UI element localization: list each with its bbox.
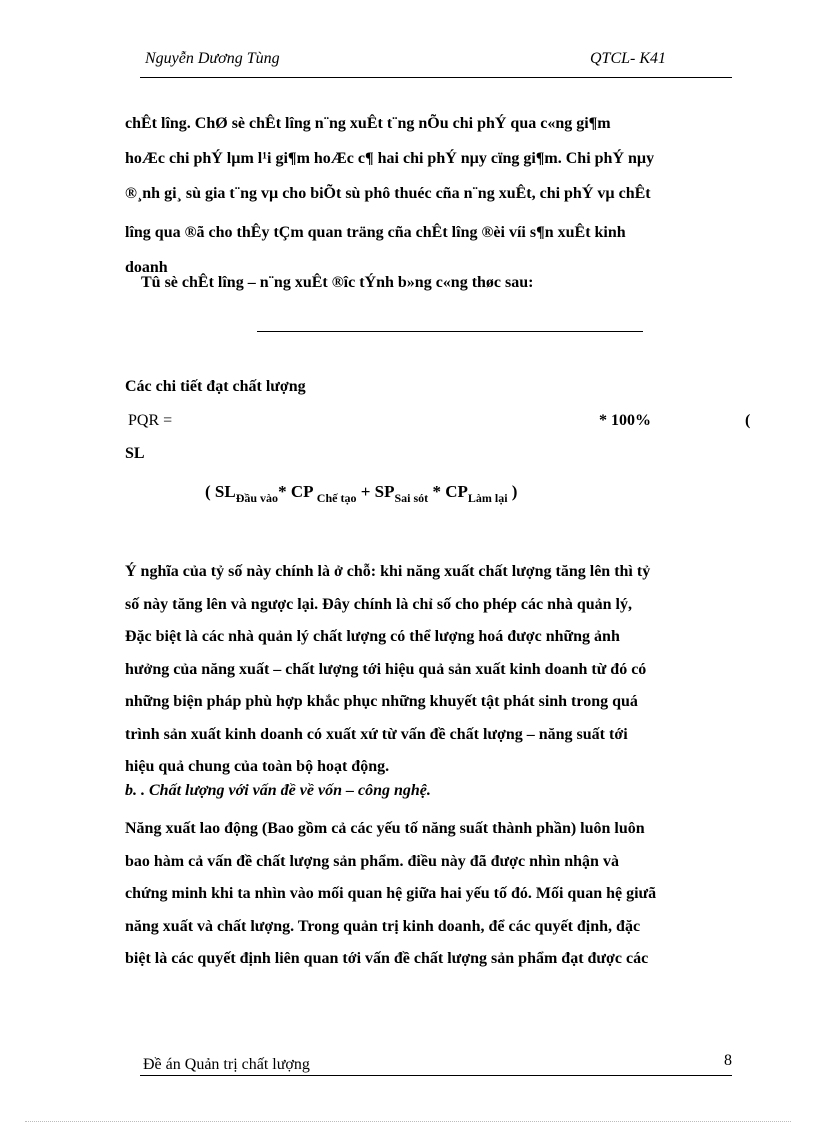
header-rule xyxy=(140,77,732,78)
denominator-sp: + SP xyxy=(356,482,395,501)
denominator-open: ( SL xyxy=(205,482,236,501)
denominator-cp: * CP xyxy=(278,482,317,501)
text-line: những biện pháp phù hợp khắc phục những khuyết tật phát sinh trong quá xyxy=(125,693,638,710)
header-class-code: QTCL- K41 xyxy=(590,50,667,67)
text-line: lîng qua ®ã cho thÊy tÇm quan träng cña chÊt lîng ®èi víi s¶n xuÊt kinh xyxy=(125,224,626,241)
page-boundary xyxy=(25,1121,791,1122)
denominator-cp2: * CP xyxy=(428,482,468,501)
subscript-dau-vao: Đầu vào xyxy=(235,491,279,505)
header-author: Nguyễn Dương Tùng xyxy=(145,50,280,67)
text-line: biệt là các quyết định liên quan tới vấn đề chất lượng sản phẩm đạt được các xyxy=(125,950,649,967)
text-line: số này tăng lên và ngược lại. Đây chính là chỉ số cho phép các nhà quản lý, xyxy=(125,595,632,613)
text-line: năng xuất và chất lượng. Trong quản trị kinh doanh, để các quyết định, đặc xyxy=(125,917,641,935)
text-line: Năng xuất lao động (Bao gồm cả các yếu tố năng suất thành phần) luôn luôn xyxy=(125,820,645,837)
text-line: hưởng của năng xuất – chất lượng tới hiệu quả sản xuất kinh doanh từ đó có xyxy=(125,660,647,678)
formula-open-paren: ( xyxy=(745,412,751,429)
text-line: hoÆc chi phÝ lµm l¹i gi¶m hoÆc c¶ hai chi phÝ nµy cïng gi¶m. Chi phÝ nµy xyxy=(125,150,655,167)
subscript-che-tao: Chế tạo xyxy=(316,491,357,505)
text-line: hiệu quả chung của toàn bộ hoạt động. xyxy=(125,758,390,775)
text-line: ®¸nh gi¸ sù gia t¨ng vµ cho biÕt sù phô thuéc cña n¨ng xuÊt, chi phÝ vµ chÊt xyxy=(125,185,651,202)
formula-sl: SL xyxy=(125,445,145,462)
page-number: 8 xyxy=(724,1052,732,1069)
formula-numerator: Các chi tiết đạt chất lượng xyxy=(125,378,306,395)
text-line: Ý nghĩa của tỷ số này chính là ở chỗ: khi năng xuất chất lượng tăng lên thì tỷ xyxy=(125,563,651,580)
paragraph-productivity xyxy=(125,813,765,976)
paragraph-meaning xyxy=(125,556,765,784)
text-line: chÊt lîng. ChØ sè chÊt lîng n¨ng xuÊt t¨ng nÕu chi phÝ qua c«ng gi¶m xyxy=(125,115,611,132)
text-line: doanh xyxy=(125,259,168,276)
formula-intro: Tû sè chÊt lîng – n¨ng xuÊt ®îc tÝnh b»ng c«ng thøc sau: xyxy=(141,274,534,291)
formula-multiplier: * 100% xyxy=(599,412,651,429)
denominator-close: ) xyxy=(507,482,518,501)
footer-title: Đề án Quản trị chất lượng xyxy=(143,1056,310,1073)
footer-rule xyxy=(140,1075,732,1076)
paragraph-intro xyxy=(125,106,765,285)
text-line: chứng minh khi ta nhìn vào mối quan hệ giữa hai yếu tố đó. Mối quan hệ giưã xyxy=(125,885,657,902)
section-heading-b: b. . Chất lượng với vấn đề về vốn – công nghệ. xyxy=(125,782,431,799)
formula-lhs: PQR = xyxy=(128,412,173,429)
text-line: trình sản xuất kinh doanh có xuất xứ từ vấn đề chất lượng – năng suất tới xyxy=(125,725,628,743)
formula-denominator xyxy=(205,482,517,506)
text-line: Đặc biệt là các nhà quản lý chất lượng có thể lượng hoá được những ảnh xyxy=(125,628,620,645)
fraction-line xyxy=(257,331,643,332)
text-line: bao hàm cả vấn đề chất lượng sản phẩm. điều này đã được nhìn nhận và xyxy=(125,852,619,870)
subscript-sai-sot: Sai sót xyxy=(394,491,429,505)
subscript-lam-lai: Làm lại xyxy=(467,491,508,505)
